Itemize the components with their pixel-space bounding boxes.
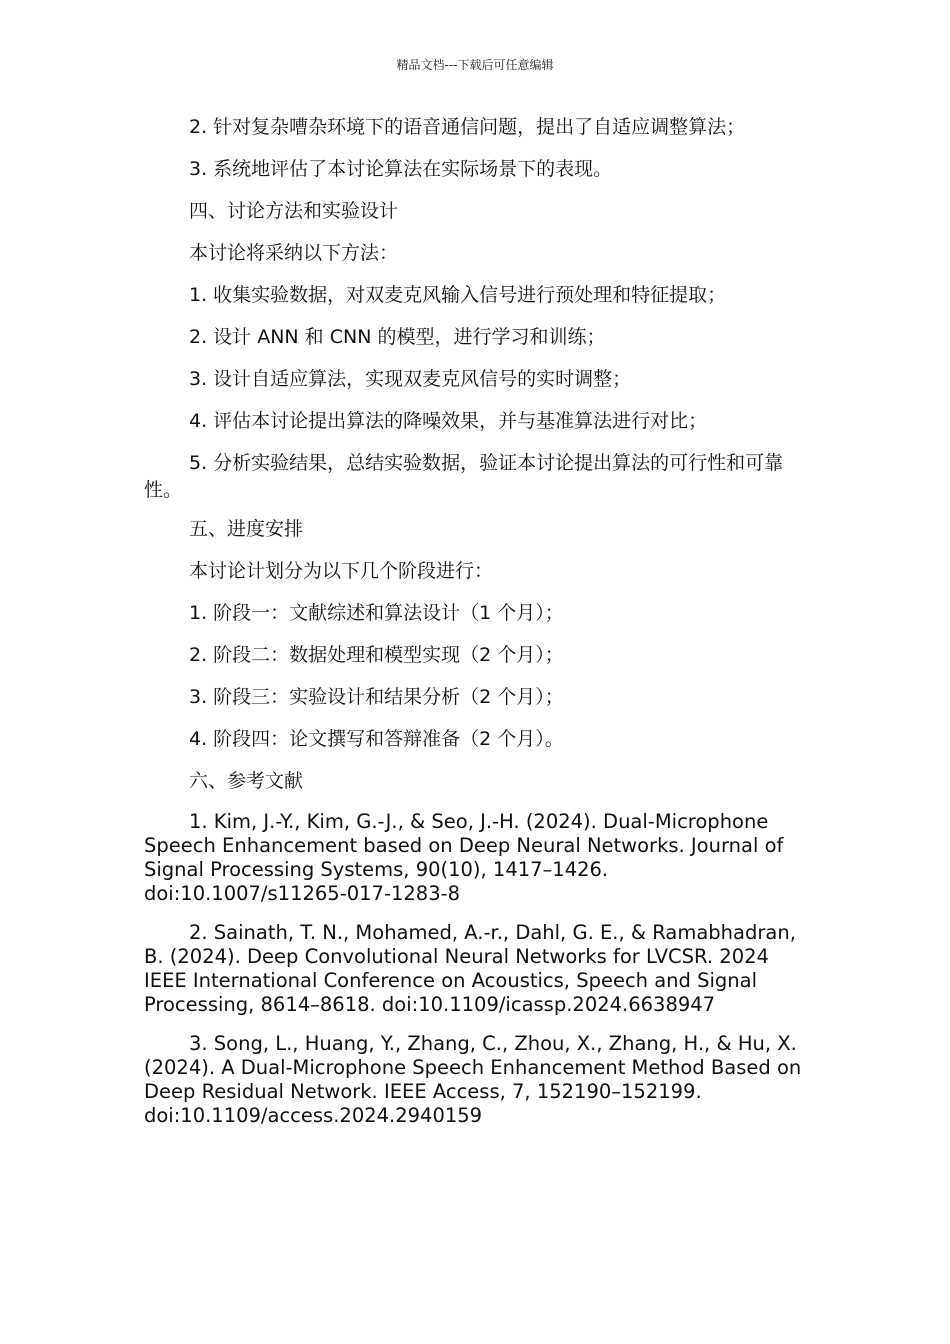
schedule-intro: 本讨论计划分为以下几个阶段进行： — [189, 560, 494, 582]
schedule-item-1: 1. 阶段一：文献综述和算法设计（1 个月）； — [189, 602, 564, 624]
reference-item-3: 3. Song, L., Huang, Y., Zhang, C., Zhou, X., Zhang, H., & Hu, X. (2024). A Dual-Microphone Speech Enhancement Method Based on Deep Residual Network. IEEE Access, 7, 152190–152199. doi:10.1109/access.2024.2940159 — [144, 1032, 802, 1127]
method-item-2: 2. 设计 ANN 和 CNN 的模型，进行学习和训练； — [189, 326, 606, 348]
document-body — [144, 114, 804, 1143]
schedule-item-4: 4. 阶段四：论文撰写和答辩准备（2 个月）。 — [189, 728, 564, 750]
schedule-item-3: 3. 阶段三：实验设计和结果分析（2 个月）； — [189, 686, 564, 708]
section-heading-references: 六、参考文献 — [189, 770, 304, 792]
reference-item-1: 1. Kim, J.-Y., Kim, G.-J., & Seo, J.-H. (2024). Dual-Microphone Speech Enhancement based on Deep Neural Networks. Journal of Signal Processing Systems, 90(10), 1417–1426. doi:10.1007/s11265-017-1283-8 — [144, 810, 784, 905]
reference-item-2: 2. Sainath, T. N., Mohamed, A.-r., Dahl, G. E., & Ramabhadran, B. (2024). Deep Convolutional Neural Networks for LVCSR. 2024 IEEE International Conference on Acoustics, Speech and Signal Processing, 8614–8618. doi:10.1109/icassp.2024.6638947 — [144, 921, 796, 1016]
method-item-5: 5. 分析实验结果，总结实验数据，验证本讨论提出算法的可行性和可靠性。 — [144, 452, 784, 501]
section-heading-methods: 四、讨论方法和实验设计 — [189, 200, 399, 222]
section-heading-schedule: 五、进度安排 — [189, 518, 304, 540]
page-header: 精品文档---下载后可任意编辑 — [396, 58, 554, 72]
method-item-1: 1. 收集实验数据，对双麦克风输入信号进行预处理和特征提取； — [189, 284, 727, 306]
contribution-item-2: 2. 针对复杂嘈杂环境下的语音通信问题，提出了自适应调整算法； — [189, 116, 746, 138]
method-item-4: 4. 评估本讨论提出算法的降噪效果，并与基准算法进行对比； — [189, 410, 708, 432]
schedule-item-2: 2. 阶段二：数据处理和模型实现（2 个月）； — [189, 644, 564, 666]
methods-intro: 本讨论将采纳以下方法： — [189, 242, 399, 264]
method-item-3: 3. 设计自适应算法，实现双麦克风信号的实时调整； — [189, 368, 632, 390]
contribution-item-3: 3. 系统地评估了本讨论算法在实际场景下的表现。 — [189, 158, 613, 180]
